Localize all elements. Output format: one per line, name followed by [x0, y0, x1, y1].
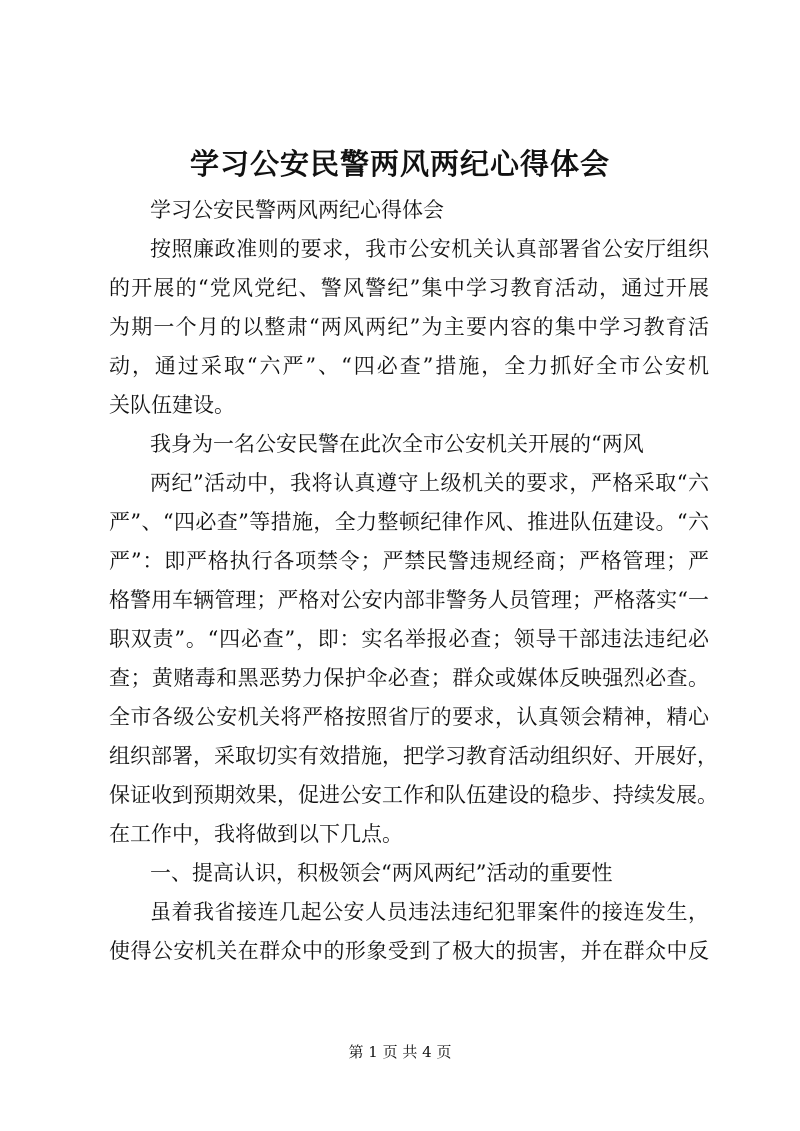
document-title: 学习公安民警两风两纪心得体会: [189, 147, 610, 181]
text-line: 我身为一名公安民警在此次全市公安机关开展的“两风: [150, 432, 644, 456]
text-line: 查；黄赌毒和黑恶势力保护伞必查；群众或媒体反映强烈必查。: [109, 666, 709, 690]
text-line: 全市各级公安机关将严格按照省厅的要求，认真领会精神，精心: [109, 705, 709, 729]
text-line: 虽着我省接连几起公安人员违法违纪犯罪案件的接连发生，: [150, 900, 709, 924]
text-line: 在工作中，我将做到以下几点。: [109, 822, 403, 846]
subtitle-line: 学习公安民警两风两纪心得体会: [150, 198, 444, 222]
text-line: 为期一个月的以整肃“两风两纪”为主要内容的集中学习教育活: [109, 315, 709, 339]
text-line: 严”：即严格执行各项禁令；严禁民警违规经商；严格管理；严: [109, 549, 709, 573]
text-line: 的开展的“党风党纪、警风警纪”集中学习教育活动，通过开展: [109, 276, 709, 300]
text-line: 职双责”。“四必查”，即：实名举报必查；领导干部违法违纪必: [109, 627, 709, 651]
text-line: 动，通过采取“六严”、“四必查”措施，全力抓好全市公安机: [109, 354, 709, 378]
text-line: 按照廉政准则的要求，我市公安机关认真部署省公安厅组织: [150, 237, 709, 261]
text-line: 保证收到预期效果，促进公安工作和队伍建设的稳步、持续发展。: [109, 783, 718, 807]
text-line: 关队伍建设。: [109, 393, 235, 417]
text-line: 使得公安机关在群众中的形象受到了极大的损害，并在群众中反: [109, 939, 709, 963]
text-line: 两纪”活动中，我将认真遵守上级机关的要求，严格采取“六: [150, 471, 709, 495]
text-line: 严”、“四必查”等措施，全力整顿纪律作风、推进队伍建设。“六: [109, 510, 709, 534]
section-heading: 一、提高认识，积极领会“两风两纪”活动的重要性: [150, 861, 613, 885]
page-number: 第 1 页 共 4 页: [348, 1043, 452, 1061]
text-line: 格警用车辆管理；严格对公安内部非警务人员管理；严格落实“一: [109, 588, 709, 612]
text-line: 组织部署，采取切实有效措施，把学习教育活动组织好、开展好，: [109, 744, 718, 768]
